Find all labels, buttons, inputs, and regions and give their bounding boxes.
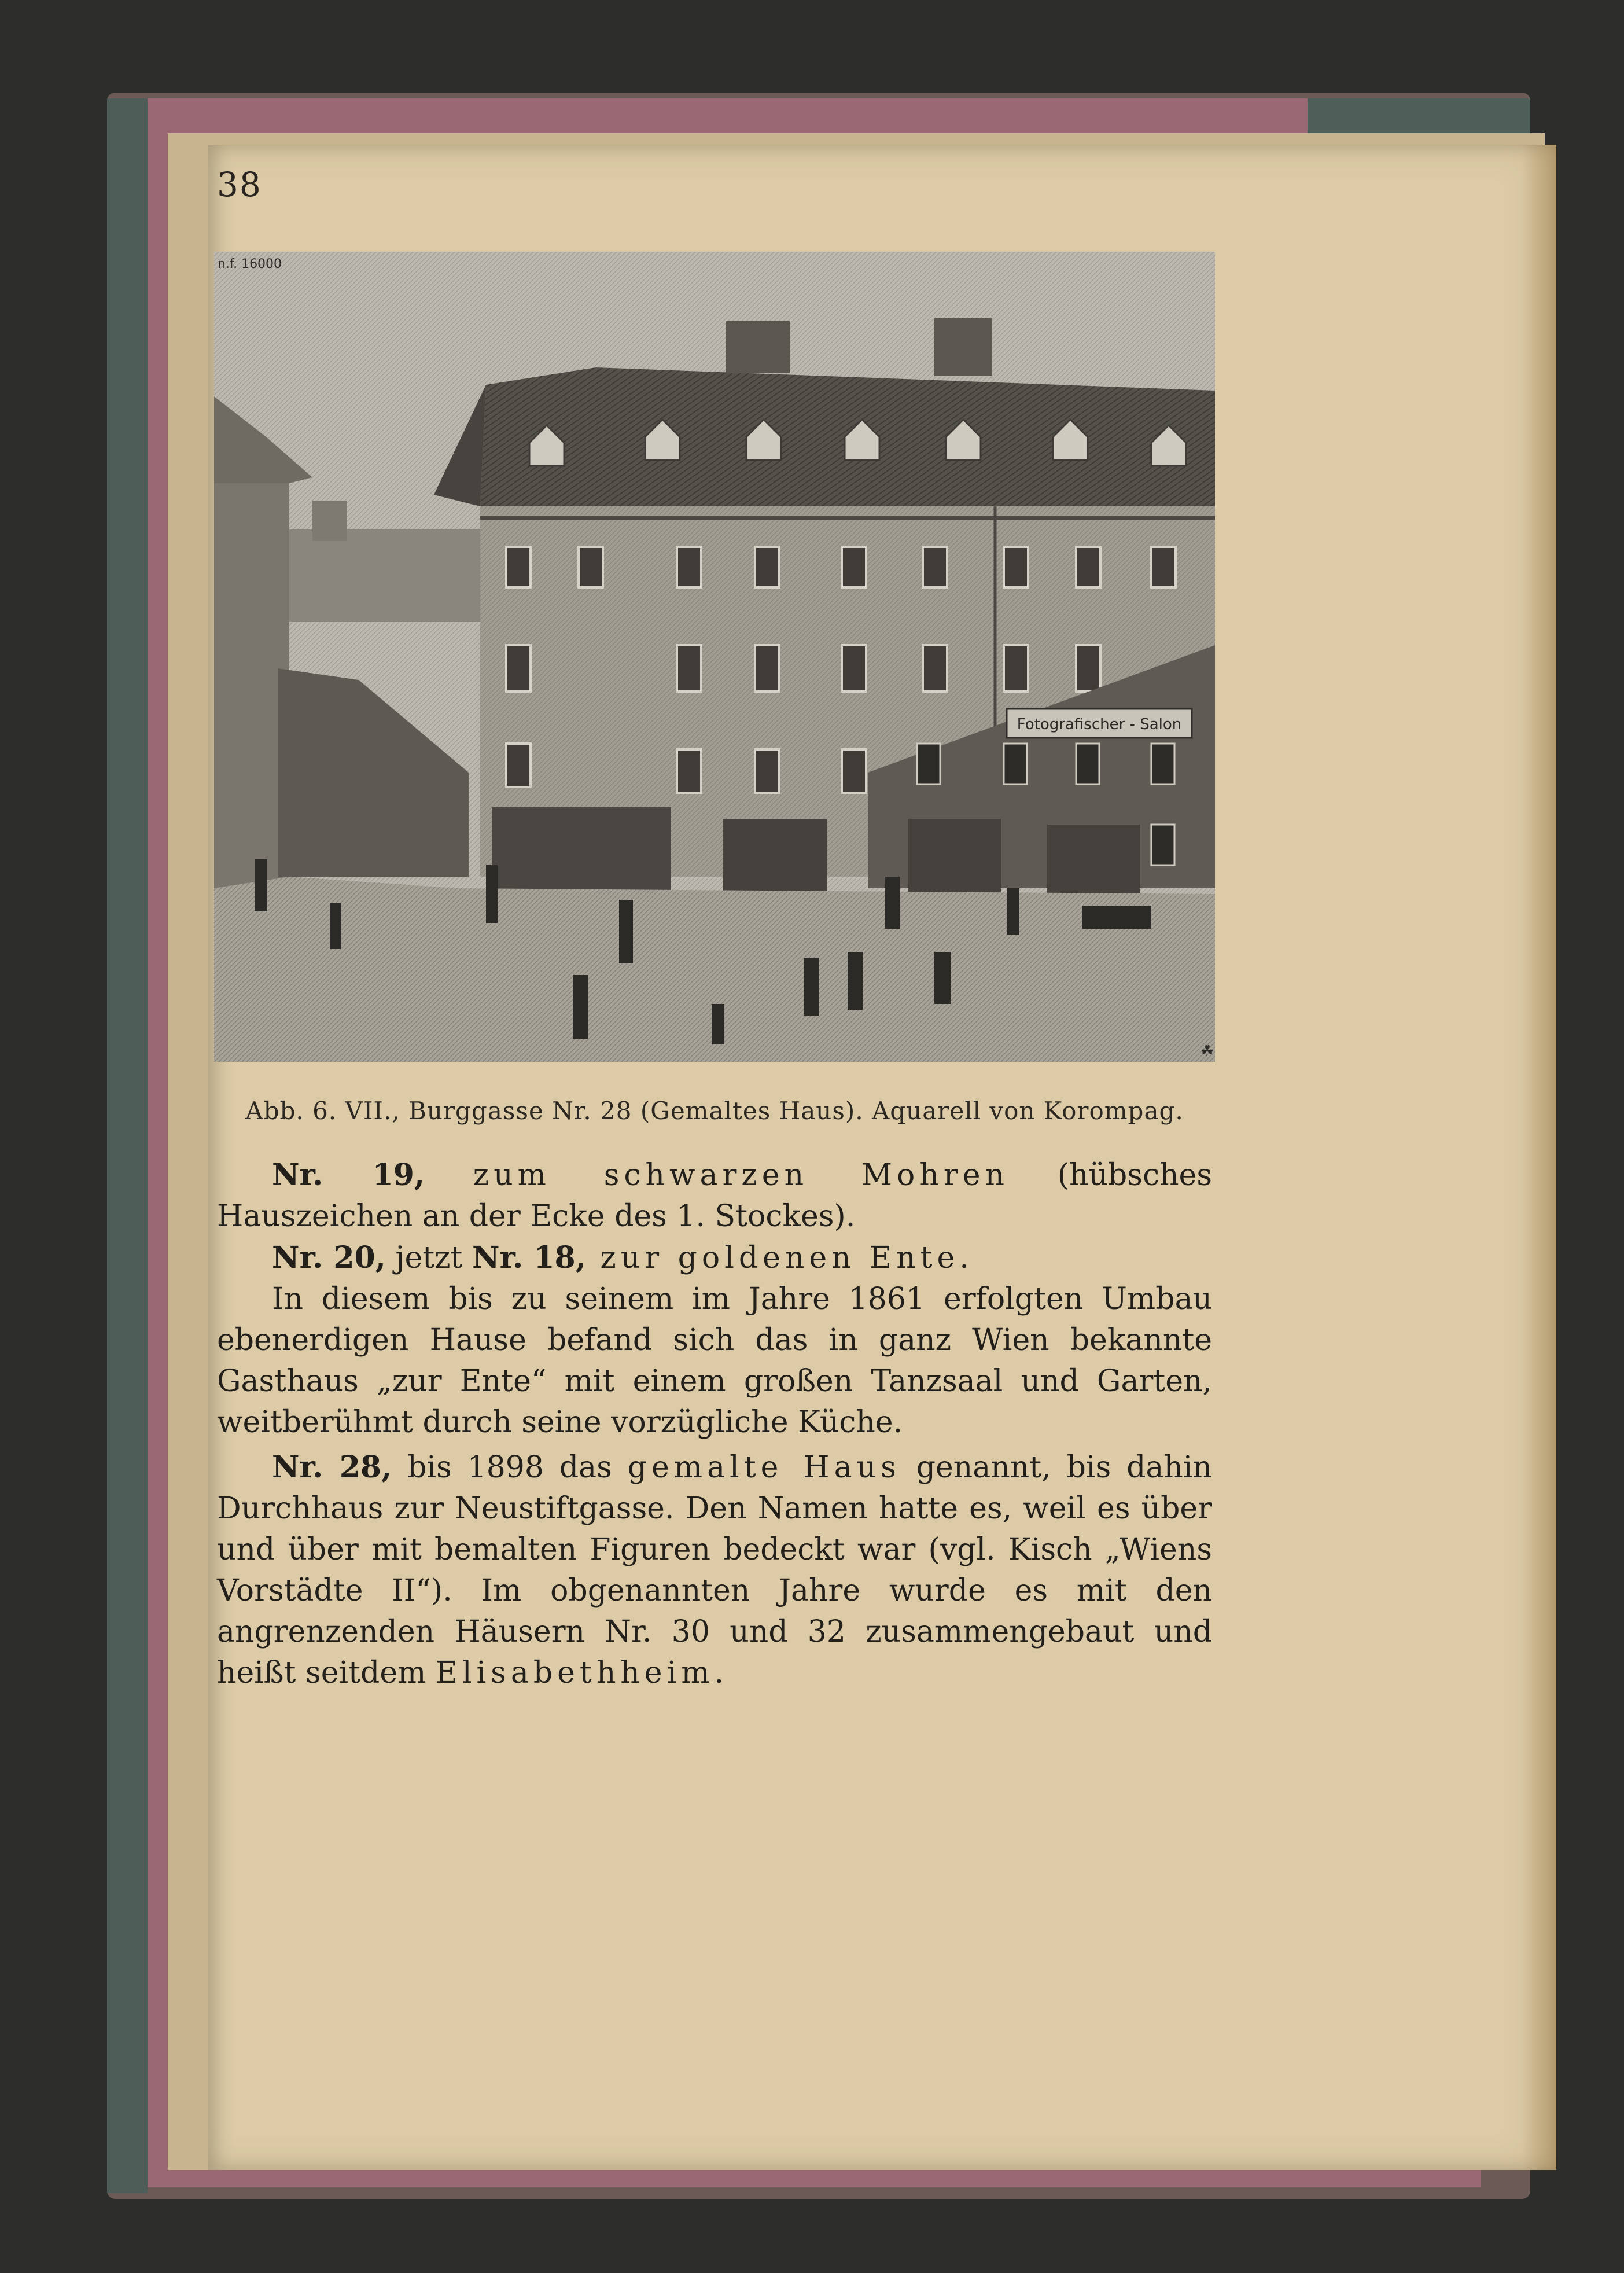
shop-sign-text: Fotografischer - Salon: [1017, 716, 1182, 733]
paragraph-nr-28: [217, 1447, 1212, 1694]
paragraph-nr-20: [217, 1237, 1212, 1279]
entry-label: Nr. 28,: [272, 1450, 392, 1485]
house-name: zur goldenen Ente.: [585, 1241, 974, 1275]
paragraph-text: jetzt: [385, 1241, 472, 1275]
paragraph-text: bis 1898 das: [392, 1450, 628, 1485]
cover-spine-cloth: [107, 98, 148, 2193]
page-number: 38: [217, 165, 262, 204]
paragraph-text: (hübsches Hauszeichen an der Ecke des 1. Stockes).: [217, 1158, 1213, 1234]
entry-label: Nr. 19,: [272, 1157, 425, 1193]
paragraph-ente-history: [217, 1279, 1212, 1443]
house-new-name: Elisabethheim.: [435, 1656, 729, 1690]
body-text: [217, 1154, 1212, 1694]
monogram-mark: ☘: [1200, 1043, 1214, 1060]
figure-illustration: [214, 252, 1215, 1062]
house-name: gemalte Haus: [627, 1450, 901, 1485]
watercolor-street-scene: [214, 252, 1215, 1062]
page-gutter: [1522, 145, 1556, 2170]
house-name: zum schwarzen Mohren: [473, 1158, 1009, 1193]
entry-label-new: Nr. 18,: [472, 1240, 586, 1275]
figure-caption: Abb. 6. VII., Burggasse Nr. 28 (Gemaltes Haus). Aquarell von Korompag.: [245, 1097, 1184, 1125]
entry-label: Nr. 20,: [272, 1240, 386, 1275]
paragraph-text: genannt, bis dahin Durchhaus zur Neustiftgasse. Den Namen hatte es, weil es über und über mit bemalten Figuren bedeckt war (vgl. Kisch „Wiens Vorstädte II“). Im obgenannten Jahre wurde es mit den angrenzenden Häusern Nr. 30 und 32 zusammengebaut und heißt seitdem: [217, 1450, 1213, 1690]
paragraph-nr-19: [217, 1154, 1212, 1237]
paragraph-text: In diesem bis zu seinem im Jahre 1861 erfolgten Umbau ebenerdigen Hause befand sich das in ganz Wien bekannte Gasthaus „zur Ente“ mit einem großen Tanzsaal und Garten, weitberühmt durch seine vorzügliche Küche.: [217, 1282, 1212, 1440]
artist-signature: n.f. 16000: [218, 257, 282, 271]
